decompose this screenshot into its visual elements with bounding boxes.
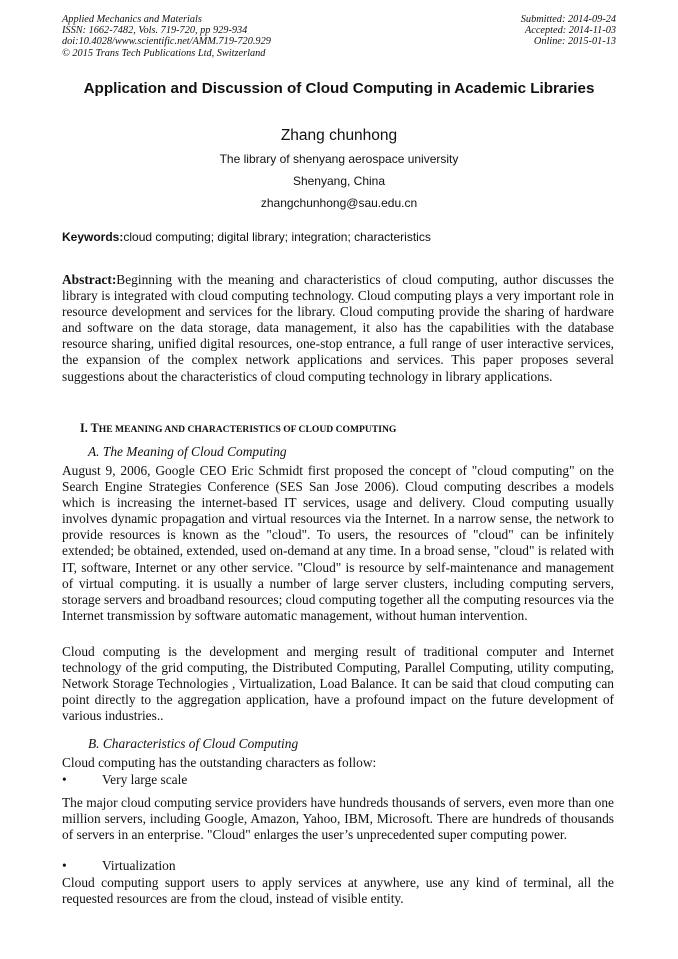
bullet-icon: • [62,858,67,873]
doi-line: doi:10.4028/www.scientific.net/AMM.719-720.929 [62,36,271,48]
keywords-text: cloud computing; digital library; integration; characteristics [123,230,431,244]
bullet-icon: • [62,772,67,787]
subsection-b-intro: Cloud computing has the outstanding characters as follow: [62,755,377,770]
bullet-item [62,858,176,874]
keywords [62,230,431,244]
bullet-item [62,772,187,788]
author-name: Zhang chunhong [280,127,398,144]
subsection-a-heading: A. The Meaning of Cloud Computing [88,444,287,459]
subsection-b-heading: B. Characteristics of Cloud Computing [88,736,299,751]
bullet-paragraph: The major cloud computing service providers have hundreds thousands of servers, even more than one million servers, including Google, Amazon, Yahoo, IBM, Microsoft. There are hundreds of thousands of servers in an enterprise. "Cloud" enlarges the user’s unprecedented super computing power. [62,795,614,843]
bullet-label: Virtualization [102,858,176,873]
abstract-text: Beginning with the meaning and characteristics of cloud computing, author discusses the library is integrated with cloud computing technology. Cloud computing plays a very important role in resource development and services for the library. Cloud computing provide the sharing of hardware and software on the data storage, data management, it also has the capabilities with the database resource sharing, unified digital resources, one-stop entrance, a full range of user interactive services, the expansion of the complex network applications and services. This paper proposes several suggestions about the characteristics of cloud computing technology in library applications. [62,272,614,384]
journal-header-right [521,14,616,48]
keywords-label: Keywords: [62,230,124,244]
section-title: HE MEANING AND CHARACTERISTICS OF CLOUD COMPUTING [98,424,397,435]
copyright-line: © 2015 Trans Tech Publications Ltd, Switzerland [62,47,266,59]
email: zhangchunhong@sau.edu.cn [260,196,418,210]
accepted-date: Accepted: 2014-11-03 [524,25,616,37]
bullet-label: Very large scale [102,772,188,787]
subsection-a-paragraph-1: August 9, 2006, Google CEO Eric Schmidt first proposed the concept of "cloud computing" on the Search Engine Strategies Conference (SES San Jose 2006). Cloud computing describes a models which is increasing the internet-based IT services, usage and delivery. Cloud computing usually involves dynamic propagation and virtual resources via the Internet. In a narrow sense, the network to provide resources is known as the "cloud". To users, the resources of "cloud" can be infinitely extended; be obtained, extended, used on-demand at any time. In a broad sense, "cloud" is related with IT, software, Internet or any other service. "Cloud" is resource by self-maintenance and management of virtual computing. it is usually a number of large server clusters, including computing servers, storage servers and broadband resources; cloud computing together all the computing resources via the Internet transmission by software automatic management, without human intervention. [62,463,614,623]
submitted-date: Submitted: 2014-09-24 [520,14,616,25]
location: Shenyang, China [292,174,386,188]
journal-name: Applied Mechanics and Materials [62,14,202,25]
bullet-paragraph: Cloud computing support users to apply services at anywhere, use any kind of terminal, all the requested resources are from the cloud, instead of visible entity. [62,875,614,907]
issn-line: ISSN: 1662-7482, Vols. 719-720, pp 929-934 [62,25,248,37]
section-number: I. T [80,421,99,435]
online-date: Online: 2015-01-13 [533,36,616,48]
abstract-label: Abstract: [62,272,117,287]
abstract [62,272,614,385]
affiliation: The library of shenyang aerospace university [219,152,459,166]
subsection-a-paragraph-2: Cloud computing is the development and merging result of traditional computer and Internet technology of the grid computing, the Distributed Computing, Parallel Computing, utility computing, Network Storage Technologies , Virtualization, Load Balance. It can be said that cloud computing can point directly to the aggregation application, have a profound impact on the future development of various industries.. [62,644,614,724]
paper-title: Application and Discussion of Cloud Computing in Academic Libraries [83,80,595,97]
journal-header-left [62,14,271,59]
section-heading [80,421,396,436]
